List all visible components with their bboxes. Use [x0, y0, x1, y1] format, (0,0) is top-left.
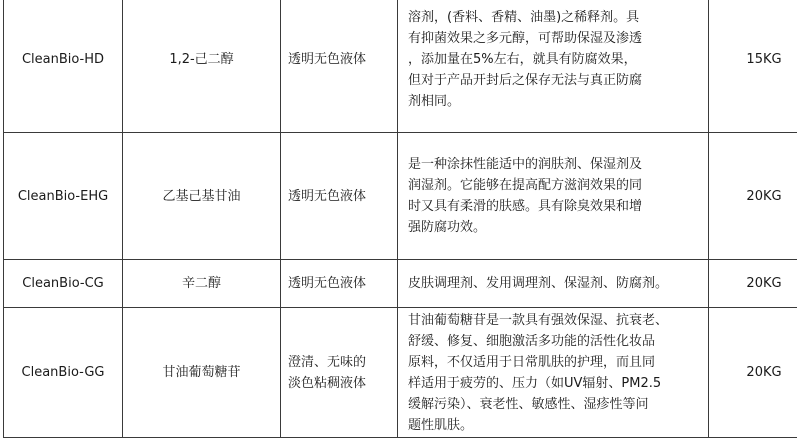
description-line: 原料，不仅适用于日常肌肤的护理，而且同 [408, 352, 702, 373]
description-line: 舒缓、修复、细胞激活多功能的活性化妆品 [408, 331, 702, 352]
description-line: 有抑菌效果之多元醇，可帮助保湿及渗透 [408, 28, 702, 49]
description-line: 但对于产品开封后之保存无法与真正防腐 [408, 70, 702, 91]
description-cell [398, 308, 709, 438]
product-code-cell: CleanBio-CG [4, 260, 123, 308]
product-name-cell: 乙基己基甘油 [123, 133, 281, 260]
description-line: 时又具有柔滑的肤感。具有除臭效果和增 [408, 196, 702, 217]
description-line: 皮肤调理剂、发用调理剂、保湿剂、防腐剂。 [408, 273, 702, 294]
appearance-cell: 透明无色液体 [281, 260, 398, 308]
package-cell: 15KG [709, 0, 797, 133]
description-line: 甘油葡萄糖苷是一款具有强效保湿、抗衰老、 [408, 310, 702, 331]
appearance-line: 澄清、无味的 [288, 352, 397, 373]
description-line: 样适用于疲劳的、压力（如UV辐射、PM2.5 [408, 373, 702, 394]
product-name-cell: 1,2-己二醇 [123, 0, 281, 133]
table-row [4, 0, 797, 133]
description-cell [398, 260, 709, 308]
appearance-cell [281, 308, 398, 438]
product-name-cell: 甘油葡萄糖苷 [123, 308, 281, 438]
description-line: 溶剂，(香料、香精、油墨)之稀释剂。具 [408, 7, 702, 28]
product-spec-table [3, 0, 797, 438]
description-line: ，添加量在5%左右，就具有防腐效果， [408, 49, 702, 70]
appearance-cell: 透明无色液体 [281, 133, 398, 260]
description-line: 缓解污染）、衰老性、敏感性、湿疹性等问 [408, 394, 702, 415]
product-code-cell: CleanBio-HD [4, 0, 123, 133]
appearance-line: 淡色粘稠液体 [288, 373, 397, 394]
table-row [4, 308, 797, 438]
description-cell [398, 133, 709, 260]
description-cell [398, 0, 709, 133]
table-row [4, 133, 797, 260]
package-cell: 20KG [709, 133, 797, 260]
package-cell: 20KG [709, 308, 797, 438]
description-line: 润湿剂。它能够在提高配方滋润效果的同 [408, 175, 702, 196]
table-row [4, 260, 797, 308]
product-code-cell: CleanBio-EHG [4, 133, 123, 260]
description-line: 强防腐功效。 [408, 217, 702, 238]
description-line: 是一种涂抹性能适中的润肤剂、保湿剂及 [408, 154, 702, 175]
appearance-cell: 透明无色液体 [281, 0, 398, 133]
description-line: 题性肌肤。 [408, 415, 702, 436]
package-cell: 20KG [709, 260, 797, 308]
product-name-cell: 辛二醇 [123, 260, 281, 308]
description-line: 剂相同。 [408, 91, 702, 112]
product-code-cell: CleanBio-GG [4, 308, 123, 438]
